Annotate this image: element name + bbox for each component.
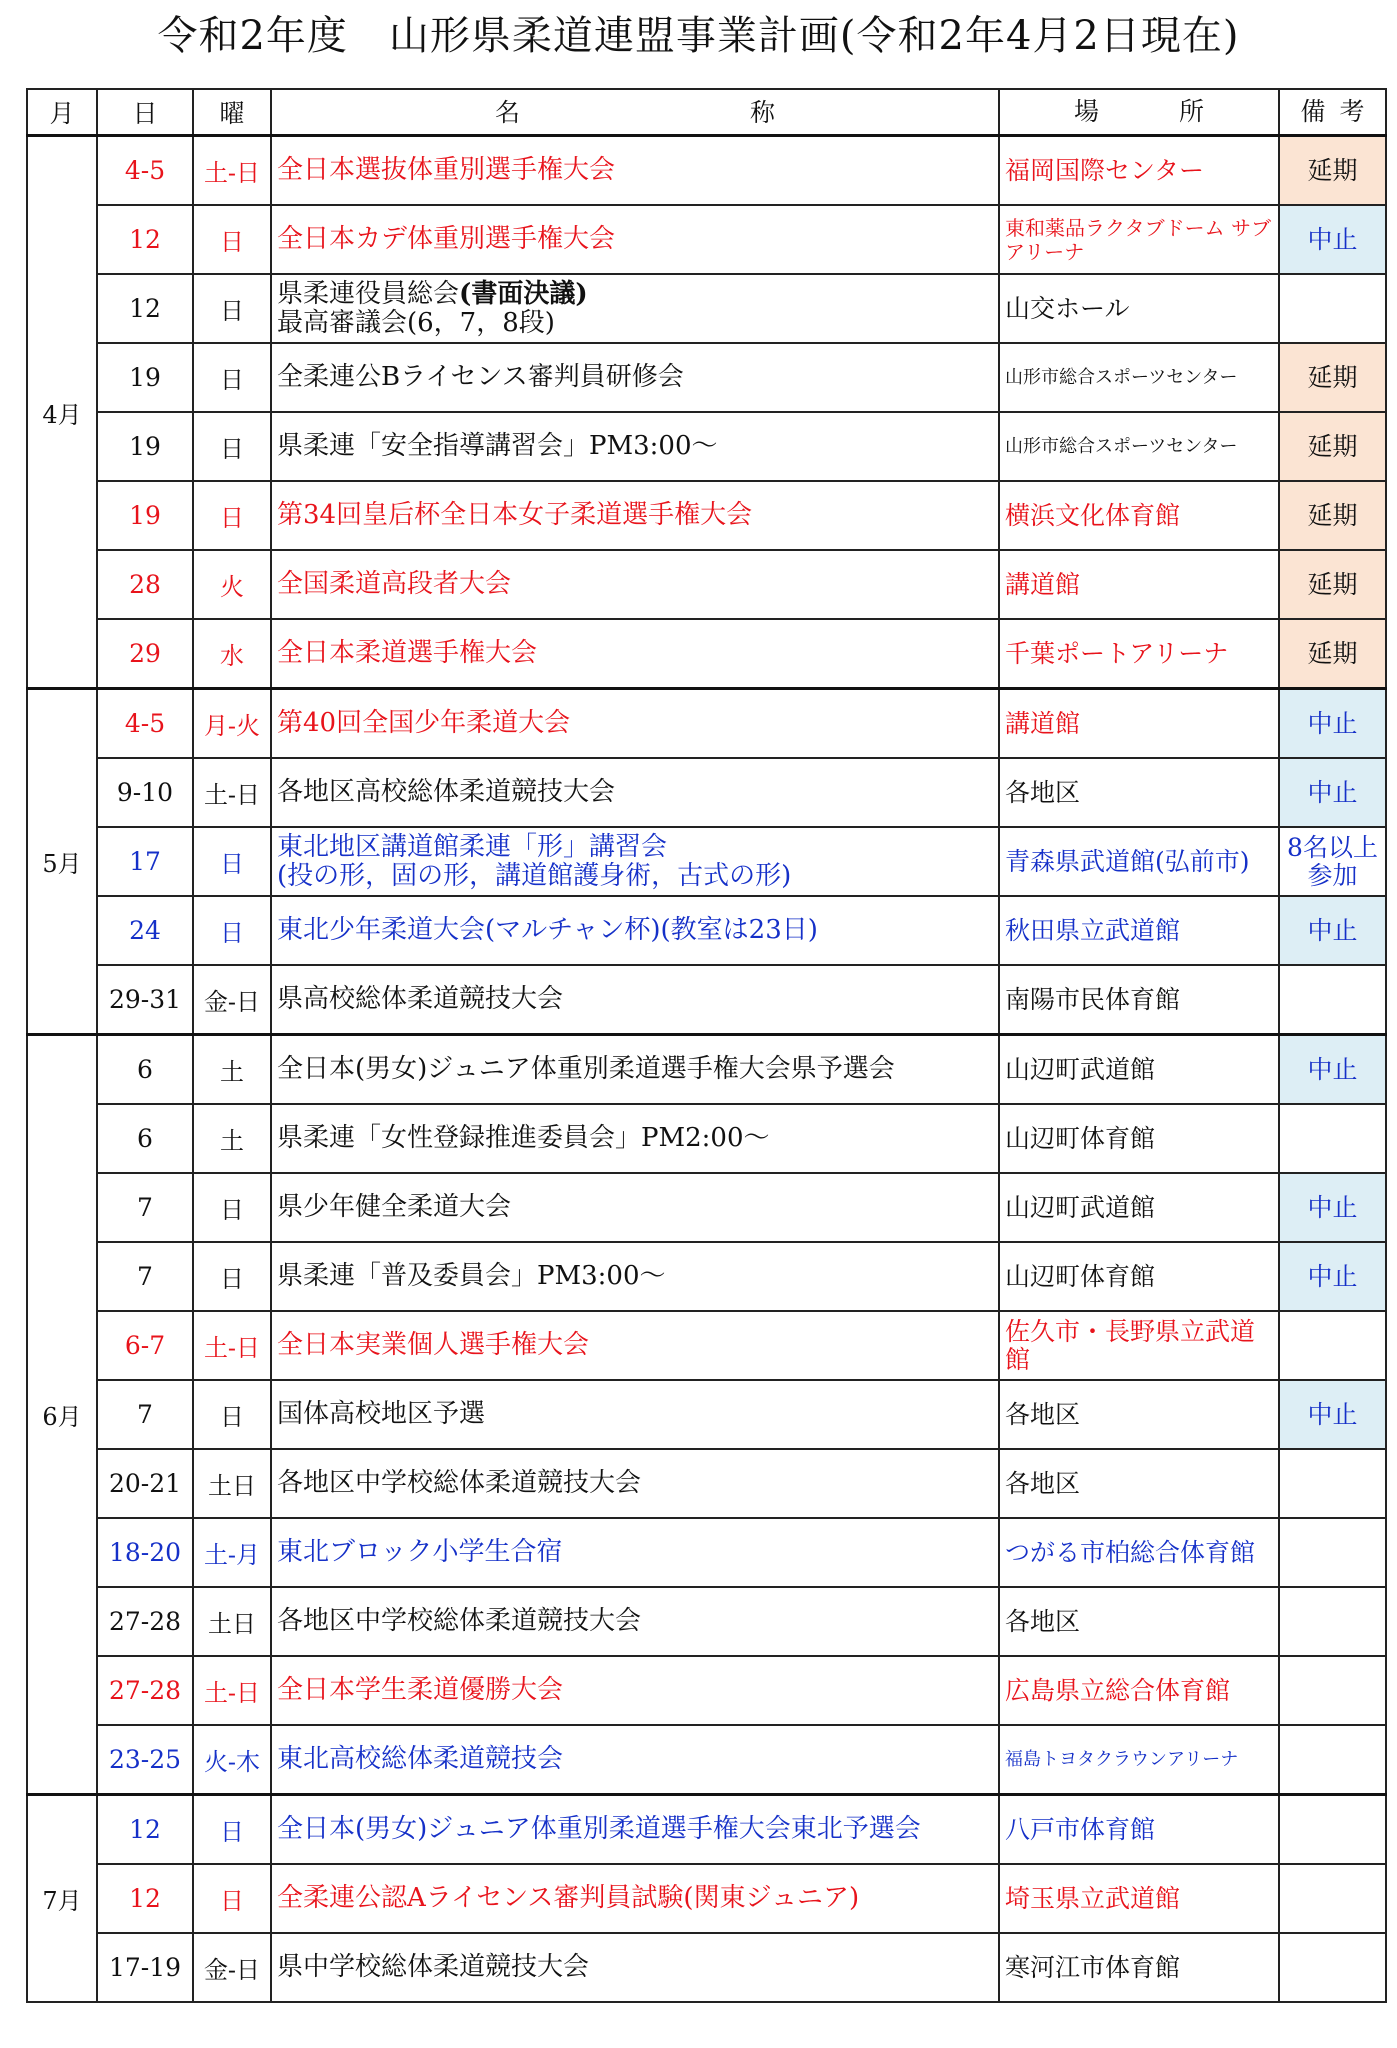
status-badge [1279, 1864, 1386, 1933]
event-name-cell [271, 758, 999, 827]
event-name-line2: 最高審議会(6，7，8段) [277, 307, 555, 338]
event-name: 全柔連公Bライセンス審判員研修会 [277, 362, 684, 392]
status-badge: 中止 [1279, 205, 1386, 274]
event-name-cell [271, 1864, 999, 1933]
day-cell: 27-28 [97, 1656, 193, 1725]
event-name: 県柔連役員総会 [277, 278, 460, 309]
status-badge: 延期 [1279, 619, 1386, 689]
weekday-cell: 土日 [193, 1449, 271, 1518]
weekday-cell: 日 [193, 343, 271, 412]
event-name-cell [271, 550, 999, 619]
table-row [27, 205, 1386, 274]
status-badge: 中止 [1279, 1035, 1386, 1105]
table-row [27, 1449, 1386, 1518]
day-cell: 24 [97, 896, 193, 965]
weekday-cell: 土-日 [193, 136, 271, 206]
event-name-cell [271, 1380, 999, 1449]
weekday-cell: 土 [193, 1104, 271, 1173]
venue-cell: 山辺町武道館 [999, 1035, 1279, 1105]
day-cell: 17 [97, 827, 193, 896]
weekday-cell: 日 [193, 896, 271, 965]
event-name-cell [271, 1518, 999, 1587]
venue-cell: 広島県立総合体育館 [999, 1656, 1279, 1725]
event-name-cell [271, 1035, 999, 1105]
table-row [27, 343, 1386, 412]
table-row [27, 136, 1386, 206]
table-row [27, 689, 1386, 759]
event-name: 全日本(男女)ジュニア体重別柔道選手権大会県予選会 [277, 1054, 895, 1084]
status-badge [1279, 1656, 1386, 1725]
weekday-cell: 土日 [193, 1587, 271, 1656]
venue-cell: 秋田県立武道館 [999, 896, 1279, 965]
day-cell: 29-31 [97, 965, 193, 1035]
day-cell: 17-19 [97, 1933, 193, 2002]
page-title: 令和2年度 山形県柔道連盟事業計画(令和2年4月2日現在) [157, 13, 1240, 59]
event-name: 全日本実業個人選手権大会 [277, 1330, 590, 1360]
header-name-b: 称 [750, 97, 776, 127]
venue-cell: 千葉ポートアリーナ [999, 619, 1279, 689]
event-name: 全日本カデ体重別選手権大会 [277, 224, 616, 254]
event-name: 東北高校総体柔道競技会 [277, 1744, 564, 1774]
header-name-a: 名 [494, 97, 520, 127]
venue-cell: 南陽市民体育館 [999, 965, 1279, 1035]
day-cell: 7 [97, 1380, 193, 1449]
schedule-table [26, 88, 1387, 2003]
event-name-cell [271, 1795, 999, 1865]
header-name [271, 89, 999, 136]
weekday-cell: 土-日 [193, 1656, 271, 1725]
day-cell: 19 [97, 343, 193, 412]
event-name-cell [271, 343, 999, 412]
header-day: 日 [97, 89, 193, 136]
table-row [27, 481, 1386, 550]
event-name: 県中学校総体柔道競技大会 [277, 1952, 590, 1982]
event-name-cell [271, 481, 999, 550]
venue-cell: 八戸市体育館 [999, 1795, 1279, 1865]
table-row [27, 274, 1386, 343]
event-name: 全日本学生柔道優勝大会 [277, 1675, 564, 1705]
weekday-cell: 水 [193, 619, 271, 689]
weekday-cell: 火 [193, 550, 271, 619]
table-row [27, 1518, 1386, 1587]
table-row [27, 827, 1386, 896]
venue-cell: 寒河江市体育館 [999, 1933, 1279, 2002]
weekday-cell: 土-日 [193, 1311, 271, 1380]
status-badge [1279, 1518, 1386, 1587]
status-badge: 延期 [1279, 550, 1386, 619]
day-cell: 19 [97, 412, 193, 481]
table-row [27, 1035, 1386, 1105]
weekday-cell: 日 [193, 274, 271, 343]
header-note-b: 考 [1339, 97, 1365, 126]
venue-cell: 福島トヨタクラウンアリーナ [999, 1725, 1279, 1795]
event-name: 県柔連「安全指導講習会」PM3:00～ [277, 431, 718, 461]
month-cell: 4月 [27, 136, 97, 689]
month-cell: 7月 [27, 1795, 97, 2003]
weekday-cell: 月-火 [193, 689, 271, 759]
weekday-cell: 火-木 [193, 1725, 271, 1795]
event-name-cell [271, 896, 999, 965]
event-name: 全日本(男女)ジュニア体重別柔道選手権大会東北予選会 [277, 1814, 921, 1844]
event-name: 県柔連「女性登録推進委員会」PM2:00～ [277, 1123, 770, 1153]
event-name-cell [271, 1104, 999, 1173]
event-name: 東北地区講道館柔連「形」講習会 [277, 831, 668, 862]
status-badge: 延期 [1279, 412, 1386, 481]
header-note [1279, 89, 1386, 136]
day-cell: 6 [97, 1035, 193, 1105]
venue-cell: 横浜文化体育館 [999, 481, 1279, 550]
status-badge [1279, 1449, 1386, 1518]
event-name-cell [271, 965, 999, 1035]
table-row [27, 1242, 1386, 1311]
weekday-cell: 日 [193, 1864, 271, 1933]
status-badge [1279, 1587, 1386, 1656]
venue-cell: 佐久市・長野県立武道館 [999, 1311, 1279, 1380]
event-name: 国体高校地区予選 [277, 1399, 486, 1429]
day-cell: 12 [97, 1795, 193, 1865]
day-cell: 19 [97, 481, 193, 550]
table-header [27, 89, 1386, 136]
status-badge: 延期 [1279, 343, 1386, 412]
weekday-cell: 金-日 [193, 965, 271, 1035]
status-badge: 中止 [1279, 1380, 1386, 1449]
day-cell: 9-10 [97, 758, 193, 827]
status-badge: 中止 [1279, 689, 1386, 759]
venue-cell: つがる市柏総合体育館 [999, 1518, 1279, 1587]
day-cell: 27-28 [97, 1587, 193, 1656]
event-name-cell [271, 1725, 999, 1795]
table-row [27, 550, 1386, 619]
status-badge: 中止 [1279, 1242, 1386, 1311]
event-name: 県少年健全柔道大会 [277, 1192, 512, 1222]
venue-cell: 各地区 [999, 1449, 1279, 1518]
venue-cell: 福岡国際センター [999, 136, 1279, 206]
table-row [27, 1864, 1386, 1933]
event-name-line2: (投の形，固の形，講道館護身術，古式の形) [277, 860, 792, 891]
event-name: 各地区中学校総体柔道競技大会 [277, 1606, 642, 1636]
table-row [27, 412, 1386, 481]
event-name: 全日本選抜体重別選手権大会 [277, 155, 616, 185]
event-name: 各地区中学校総体柔道競技大会 [277, 1468, 642, 1498]
event-name-cell [271, 827, 999, 896]
status-badge [1279, 1311, 1386, 1380]
weekday-cell: 日 [193, 412, 271, 481]
table-row [27, 1795, 1386, 1865]
day-cell: 6 [97, 1104, 193, 1173]
status-badge: 中止 [1279, 896, 1386, 965]
event-name-cell [271, 619, 999, 689]
month-cell: 5月 [27, 689, 97, 1035]
table-row [27, 1104, 1386, 1173]
event-name: 全日本柔道選手権大会 [277, 638, 538, 668]
venue-cell: 各地区 [999, 758, 1279, 827]
table-row [27, 1933, 1386, 2002]
venue-cell: 東和薬品ラクタブドーム サブアリーナ [999, 205, 1279, 274]
weekday-cell: 土-日 [193, 758, 271, 827]
venue-cell: 山形市総合スポーツセンター [999, 412, 1279, 481]
day-cell: 7 [97, 1173, 193, 1242]
status-badge: 延期 [1279, 136, 1386, 206]
table-row [27, 965, 1386, 1035]
event-name-cell [271, 412, 999, 481]
venue-cell: 山交ホール [999, 274, 1279, 343]
event-name-cell [271, 136, 999, 206]
venue-cell: 各地区 [999, 1587, 1279, 1656]
venue-cell: 山辺町体育館 [999, 1104, 1279, 1173]
status-badge [1279, 1104, 1386, 1173]
status-badge [1279, 274, 1386, 343]
event-name-cell [271, 1242, 999, 1311]
event-name-cell [271, 1173, 999, 1242]
table-body [27, 136, 1386, 2003]
status-badge: 延期 [1279, 481, 1386, 550]
event-name-emphasis: (書面決議) [459, 278, 588, 309]
weekday-cell: 日 [193, 1380, 271, 1449]
event-name: 全柔連公認Aライセンス審判員試験(関東ジュニア) [277, 1883, 860, 1913]
event-name: 各地区高校総体柔道競技大会 [277, 777, 616, 807]
event-name: 全国柔道高段者大会 [277, 569, 512, 599]
header-month: 月 [27, 89, 97, 136]
event-name-cell [271, 1933, 999, 2002]
status-badge [1279, 965, 1386, 1035]
day-cell: 23-25 [97, 1725, 193, 1795]
day-cell: 4-5 [97, 689, 193, 759]
event-name: 第40回全国少年柔道大会 [277, 708, 571, 738]
status-badge: 中止 [1279, 1173, 1386, 1242]
weekday-cell: 土-月 [193, 1518, 271, 1587]
header-place [999, 89, 1279, 136]
header-weekday: 曜 [193, 89, 271, 136]
table-row [27, 1311, 1386, 1380]
day-cell: 28 [97, 550, 193, 619]
event-name: 県柔連「普及委員会」PM3:00～ [277, 1261, 666, 1291]
table-row [27, 758, 1386, 827]
status-badge [1279, 1725, 1386, 1795]
event-name: 第34回皇后杯全日本女子柔道選手権大会 [277, 500, 753, 530]
status-badge: 8名以上 参加 [1279, 827, 1386, 896]
header-place-a: 場 [1073, 97, 1099, 126]
event-name: 東北ブロック小学生合宿 [277, 1537, 563, 1567]
venue-cell: 埼玉県立武道館 [999, 1864, 1279, 1933]
venue-cell: 山辺町武道館 [999, 1173, 1279, 1242]
table-row [27, 1173, 1386, 1242]
table-row [27, 1725, 1386, 1795]
venue-cell: 山形市総合スポーツセンター [999, 343, 1279, 412]
day-cell: 6-7 [97, 1311, 193, 1380]
day-cell: 20-21 [97, 1449, 193, 1518]
day-cell: 7 [97, 1242, 193, 1311]
day-cell: 12 [97, 274, 193, 343]
weekday-cell: 日 [193, 205, 271, 274]
event-name-cell [271, 274, 999, 343]
event-name-cell [271, 1587, 999, 1656]
venue-cell: 講道館 [999, 550, 1279, 619]
weekday-cell: 日 [193, 827, 271, 896]
month-cell: 6月 [27, 1035, 97, 1795]
status-badge [1279, 1795, 1386, 1865]
event-name-cell [271, 205, 999, 274]
venue-cell: 各地区 [999, 1380, 1279, 1449]
event-name-cell [271, 689, 999, 759]
day-cell: 29 [97, 619, 193, 689]
weekday-cell: 日 [193, 1795, 271, 1865]
day-cell: 12 [97, 205, 193, 274]
venue-cell: 青森県武道館(弘前市) [999, 827, 1279, 896]
venue-cell: 山辺町体育館 [999, 1242, 1279, 1311]
weekday-cell: 日 [193, 481, 271, 550]
event-name-cell [271, 1311, 999, 1380]
status-badge: 中止 [1279, 758, 1386, 827]
day-cell: 12 [97, 1864, 193, 1933]
status-badge [1279, 1933, 1386, 2002]
venue-cell: 講道館 [999, 689, 1279, 759]
weekday-cell: 日 [193, 1242, 271, 1311]
event-name-cell [271, 1449, 999, 1518]
day-cell: 18-20 [97, 1518, 193, 1587]
weekday-cell: 日 [193, 1173, 271, 1242]
event-name-cell [271, 1656, 999, 1725]
header-place-b: 所 [1179, 97, 1205, 126]
event-name: 東北少年柔道大会(マルチャン杯)(教室は23日) [277, 915, 818, 945]
table-row [27, 896, 1386, 965]
weekday-cell: 金-日 [193, 1933, 271, 2002]
table-row [27, 1656, 1386, 1725]
table-row [27, 1587, 1386, 1656]
day-cell: 4-5 [97, 136, 193, 206]
table-row [27, 1380, 1386, 1449]
weekday-cell: 土 [193, 1035, 271, 1105]
header-note-a: 備 [1300, 97, 1326, 126]
event-name: 県高校総体柔道競技大会 [277, 984, 564, 1014]
table-row [27, 619, 1386, 689]
